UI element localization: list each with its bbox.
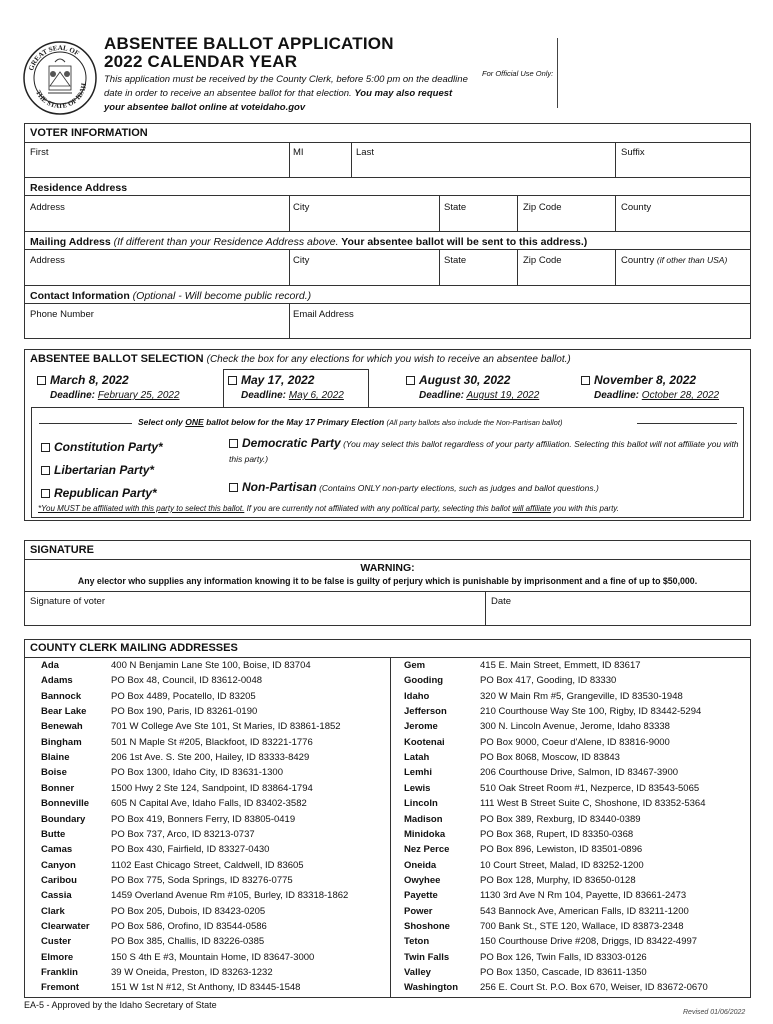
revised-date: Revised 01/06/2022 — [683, 1009, 746, 1016]
official-use-divider — [557, 38, 558, 108]
county-clerk-address: 320 W Main Rm #5, Grangeville, ID 83530-1948 — [480, 690, 683, 702]
county-clerk-address: PO Box 368, Rupert, ID 83350-0368 — [480, 828, 634, 840]
county-name: Madison — [404, 813, 443, 825]
county-name: Adams — [41, 675, 73, 687]
county-clerk-addresses-section — [24, 639, 751, 998]
county-clerk-addresses-heading: COUNTY CLERK MAILING ADDRESSES — [30, 642, 238, 654]
county-clerk-address: PO Box 8068, Moscow, ID 83843 — [480, 752, 620, 764]
svg-text:THE STATE OF IDAHO: THE STATE OF IDAH — [33, 82, 89, 111]
county-clerk-address: PO Box 586, Orofino, ID 83544-0586 — [111, 920, 267, 932]
county-name: Jefferson — [404, 706, 447, 718]
mailing-country-field[interactable]: Country (if other than USA) — [621, 255, 728, 266]
county-name: Payette — [404, 890, 438, 902]
warning-title: WARNING: — [360, 562, 415, 574]
county-clerk-address: PO Box 775, Soda Springs, ID 83276-0775 — [111, 874, 293, 886]
mailing-address-heading: Mailing Address (If different than your Residence Address above. Your absentee ballot will be sent to this address.) — [30, 236, 588, 248]
voter-signature-field[interactable]: Signature of voter — [30, 596, 105, 607]
county-name: Shoshone — [404, 920, 450, 932]
county-name: Jerome — [404, 721, 438, 733]
county-name: Bear Lake — [41, 706, 87, 718]
county-clerk-address: 510 Oak Street Room #1, Nezperce, ID 83543-5065 — [480, 782, 700, 794]
signature-heading: SIGNATURE — [30, 544, 94, 556]
county-name: Gooding — [404, 675, 444, 687]
residence-city-field[interactable]: City — [293, 202, 310, 213]
county-name: Power — [404, 905, 433, 917]
residence-state-field[interactable]: State — [444, 202, 467, 213]
county-clerk-address: 700 Bank St., STE 120, Wallace, ID 83873-2348 — [480, 920, 684, 932]
county-clerk-address: 150 S 4th E #3, Mountain Home, ID 83647-3000 — [111, 951, 315, 963]
county-clerk-address: 543 Bannock Ave, American Falls, ID 83211-1200 — [480, 905, 689, 917]
county-name: Lemhi — [404, 767, 432, 779]
county-clerk-address: 210 Courthouse Way Ste 100, Rigby, ID 83442-5294 — [480, 706, 702, 718]
county-clerk-address: PO Box 737, Arco, ID 83213-0737 — [111, 828, 255, 840]
county-name: Boundary — [41, 813, 86, 825]
deadline-august: Deadline: August 19, 2022 — [419, 390, 540, 401]
election-march-checkbox[interactable]: March 8, 2022 — [37, 373, 129, 387]
county-name: Oneida — [404, 859, 437, 871]
intro-text: This application must be received by the County Clerk, before 5:00 pm on the deadline date in order to receive an absentee ballot for that election. You may also request your absentee ballot online at voteidaho.gov — [104, 74, 468, 113]
county-name: Clark — [41, 905, 65, 917]
deadline-november: Deadline: October 28, 2022 — [594, 390, 720, 401]
county-name: Twin Falls — [404, 951, 450, 963]
county-clerk-address: PO Box 128, Murphy, ID 83650-0128 — [480, 874, 636, 886]
county-name: Canyon — [41, 859, 76, 871]
mailing-zip-field[interactable]: Zip Code — [523, 255, 562, 266]
deadline-may: Deadline: May 6, 2022 — [241, 390, 344, 401]
county-name: Lincoln — [404, 798, 438, 810]
mailing-city-field[interactable]: City — [293, 255, 310, 266]
county-name: Washington — [404, 982, 458, 994]
county-name: Clearwater — [41, 920, 90, 932]
county-name: Custer — [41, 936, 72, 948]
county-name: Elmore — [41, 951, 74, 963]
form-title-line1: ABSENTEE BALLOT APPLICATION — [104, 34, 394, 53]
county-clerk-address: 1102 East Chicago Street, Caldwell, ID 83605 — [111, 859, 304, 871]
county-name: Fremont — [41, 982, 79, 994]
county-clerk-address: 206 1st Ave. S. Ste 200, Hailey, ID 83333-8429 — [111, 752, 310, 764]
county-clerk-address: 256 E. Court St. P.O. Box 670, Weiser, ID 83672-0670 — [480, 982, 708, 994]
constitution-party-checkbox[interactable]: Constitution Party* — [41, 440, 163, 454]
county-name: Boise — [41, 767, 67, 779]
county-name: Franklin — [41, 967, 78, 978]
county-clerk-address: PO Box 385, Challis, ID 83226-0385 — [111, 936, 265, 948]
perjury-warning: Any elector who supplies any information knowing it to be false is guilty of perjury which is punishable by imprisonment and a fine of up to $50,000. — [77, 576, 698, 586]
county-clerk-address: 1130 3rd Ave N Rm 104, Payette, ID 83661-2473 — [480, 890, 687, 902]
primary-election-instruction: Select only ONE ballot below for the May 17 Primary Election (All party ballots also include the Non-Partisan ballot) — [138, 417, 563, 427]
republican-party-checkbox[interactable]: Republican Party* — [41, 486, 157, 500]
signature-section — [24, 540, 751, 626]
county-clerk-address: PO Box 190, Paris, ID 83261-0190 — [111, 706, 258, 718]
county-name: Latah — [404, 752, 430, 764]
county-clerk-address: 501 N Maple St #205, Blackfoot, ID 83221-1776 — [111, 736, 313, 748]
contact-information-heading: Contact Information (Optional - Will become public record.) — [30, 290, 312, 302]
county-name: Gem — [404, 660, 426, 671]
county-clerk-address: PO Box 389, Rexburg, ID 83440-0389 — [480, 813, 641, 825]
voter-information-section — [24, 123, 751, 339]
county-clerk-address: 206 Courthouse Drive, Salmon, ID 83467-3900 — [480, 767, 679, 779]
county-clerk-address: PO Box 9000, Coeur d'Alene, ID 83816-9000 — [480, 736, 670, 748]
residence-address-field[interactable]: Address — [30, 202, 65, 213]
official-use-label: For Official Use Only: — [482, 69, 554, 78]
county-clerk-address: PO Box 417, Gooding, ID 83330 — [480, 675, 617, 687]
party-affiliation-footnote: *You MUST be affiliated with this party to select this ballot. If you are currently not affiliated with any political party, selecting this ballot will affiliate you with this party. — [38, 504, 619, 513]
county-name: Butte — [41, 828, 66, 840]
libertarian-party-checkbox[interactable]: Libertarian Party* — [41, 463, 154, 477]
county-name: Bonneville — [41, 798, 90, 810]
signature-date-field[interactable]: Date — [491, 596, 512, 607]
voter-information-heading: VOTER INFORMATION — [30, 127, 148, 139]
county-clerk-address: PO Box 896, Lewiston, ID 83501-0896 — [480, 844, 643, 856]
county-name: Cassia — [41, 890, 72, 902]
county-clerk-address: 415 E. Main Street, Emmett, ID 83617 — [480, 660, 641, 671]
phone-number-field[interactable]: Phone Number — [30, 309, 94, 320]
county-clerk-address: 150 Courthouse Drive #208, Driggs, ID 83422-4997 — [480, 936, 698, 948]
county-clerk-address: 701 W College Ave Ste 101, St Maries, ID 83861-1852 — [111, 721, 341, 733]
democratic-party-checkbox[interactable]: Democratic Party (You may select this ballot regardless of your party affiliation. Selecting this ballot will not affiliate you with this party.) — [229, 436, 739, 464]
ballot-selection-section — [24, 349, 751, 521]
email-address-field[interactable]: Email Address — [293, 309, 354, 320]
county-clerk-address: 1500 Hwy 2 Ste 124, Sandpoint, ID 83864-1794 — [111, 782, 313, 794]
county-clerk-address: 39 W Oneida, Preston, ID 83263-1232 — [111, 967, 273, 978]
county-name: Idaho — [404, 690, 430, 702]
county-clerk-address: 151 W 1st N #12, St Anthony, ID 83445-1548 — [111, 982, 301, 994]
election-august-checkbox[interactable]: August 30, 2022 — [406, 373, 510, 387]
county-clerk-address: PO Box 1300, Idaho City, ID 83631-1300 — [111, 767, 283, 779]
mailing-address-field[interactable]: Address — [30, 255, 65, 266]
last-name-field[interactable]: Last — [356, 147, 374, 158]
county-clerk-address: PO Box 205, Dubois, ID 83423-0205 — [111, 905, 266, 917]
mailing-state-field[interactable]: State — [444, 255, 467, 266]
county-name: Ada — [41, 660, 59, 671]
county-name: Owyhee — [404, 874, 441, 886]
election-november-checkbox[interactable]: November 8, 2022 — [581, 373, 696, 387]
county-clerk-address: PO Box 430, Fairfield, ID 83327-0430 — [111, 844, 270, 856]
county-clerk-address: PO Box 1350, Cascade, ID 83611-1350 — [480, 967, 647, 978]
middle-initial-field[interactable]: MI — [293, 147, 304, 158]
county-name: Blaine — [41, 752, 70, 764]
county-clerk-address: PO Box 4489, Pocatello, ID 83205 — [111, 690, 256, 702]
county-name: Camas — [41, 844, 73, 856]
county-clerk-address: PO Box 48, Council, ID 83612-0048 — [111, 675, 263, 687]
state-seal-logo — [22, 40, 98, 116]
county-clerk-address: 10 Court Street, Malad, ID 83252-1200 — [480, 859, 644, 871]
county-clerk-address: 605 N Capital Ave, Idaho Falls, ID 83402-3582 — [111, 798, 307, 810]
county-name: Bannock — [41, 690, 82, 702]
county-name: Minidoka — [404, 828, 446, 840]
county-clerk-address: PO Box 419, Bonners Ferry, ID 83805-0419 — [111, 813, 296, 825]
county-name: Nez Perce — [404, 844, 450, 856]
svg-text:GREAT SEAL OF: GREAT SEAL OF — [27, 43, 81, 72]
first-name-field[interactable]: First — [30, 147, 49, 158]
county-name: Bingham — [41, 736, 82, 748]
deadline-march: Deadline: February 25, 2022 — [50, 390, 180, 401]
county-clerk-address: 111 West B Street Suite C, Shoshone, ID 83352-5364 — [480, 798, 706, 810]
county-clerk-address: 400 N Benjamin Lane Ste 100, Boise, ID 83704 — [111, 660, 311, 671]
non-partisan-checkbox[interactable]: Non-Partisan (Contains ONLY non-party elections, such as judges and ballot questions.) — [229, 480, 739, 496]
county-name: Bonner — [41, 782, 75, 794]
residence-address-heading: Residence Address — [30, 182, 128, 194]
county-name: Kootenai — [404, 736, 445, 748]
county-name: Teton — [404, 936, 430, 948]
residence-county-field[interactable]: County — [621, 202, 652, 213]
ballot-selection-heading: ABSENTEE BALLOT SELECTION (Check the box for any elections for which you wish to receive an absentee ballot.) — [30, 353, 571, 365]
county-name: Valley — [404, 967, 431, 978]
form-id-footer: EA-5 - Approved by the Idaho Secretary of State — [24, 1000, 217, 1010]
election-may-checkbox[interactable]: May 17, 2022 — [228, 373, 314, 387]
county-name: Lewis — [404, 782, 431, 794]
form-title-line2: 2022 CALENDAR YEAR — [104, 52, 298, 71]
county-name: Caribou — [41, 874, 77, 886]
county-clerk-address: 1459 Overland Avenue Rm #105, Burley, ID 83318-1862 — [111, 890, 349, 902]
residence-zip-field[interactable]: Zip Code — [523, 202, 562, 213]
suffix-field[interactable]: Suffix — [621, 147, 645, 158]
county-clerk-address: PO Box 126, Twin Falls, ID 83303-0126 — [480, 951, 647, 963]
county-clerk-address: 300 N. Lincoln Avenue, Jerome, Idaho 83338 — [480, 721, 670, 733]
county-name: Benewah — [41, 721, 83, 733]
